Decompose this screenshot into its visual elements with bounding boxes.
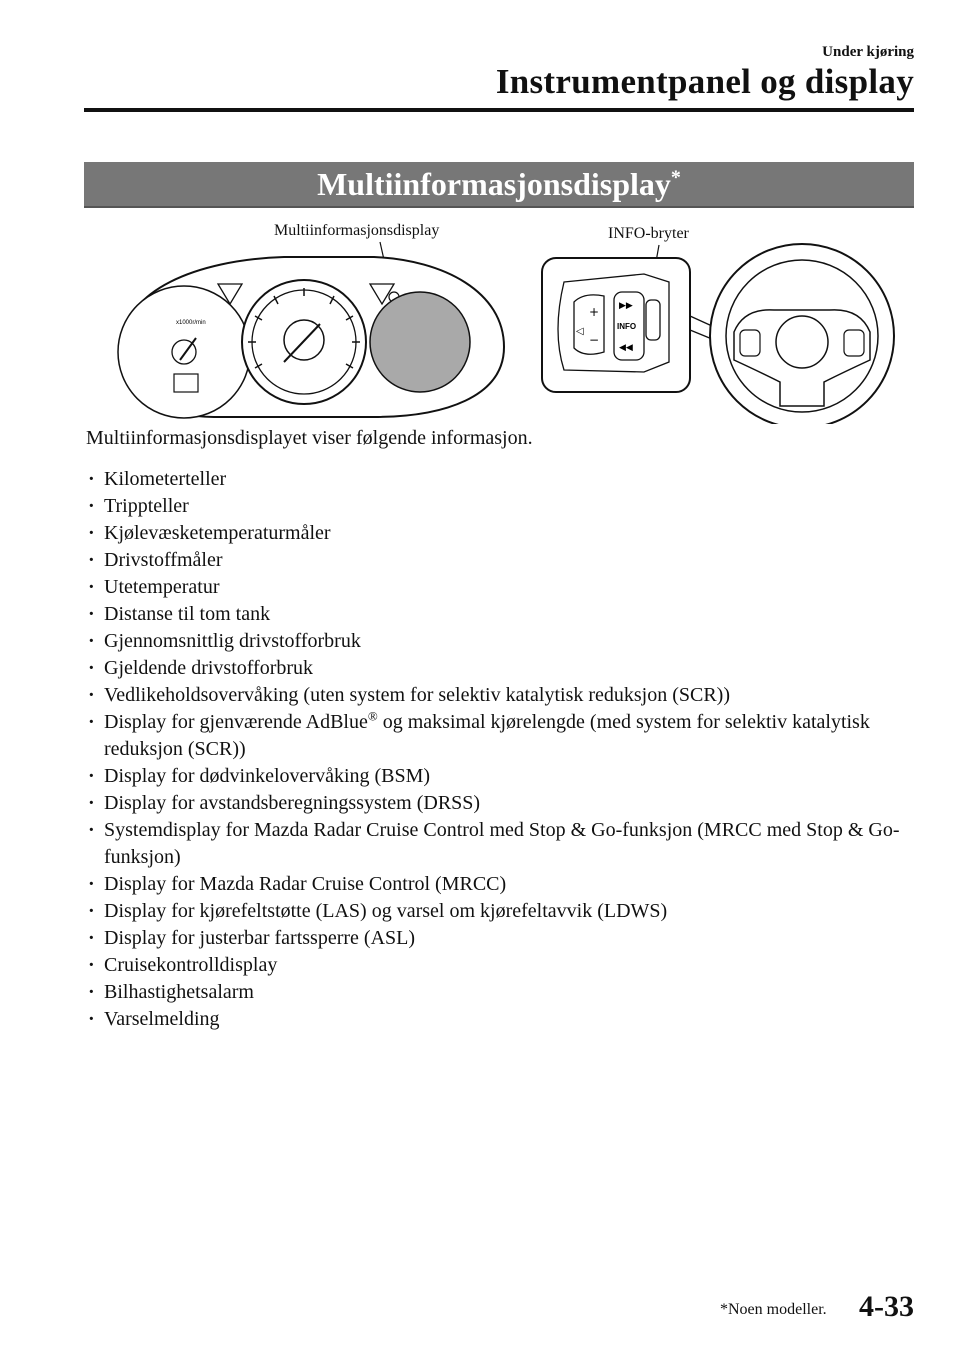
tachometer-text: x1000r/min (176, 320, 206, 326)
info-button (646, 300, 660, 340)
list-item: · Display for Mazda Radar Cruise Control (MRCC) (86, 871, 916, 898)
volume-minus-icon: − (589, 333, 600, 347)
footnote: *Noen modeller. (720, 1301, 827, 1318)
list-item: · Trippteller (86, 493, 916, 520)
list-item: · Display for justerbar fartssperre (ASL) (86, 925, 916, 952)
multiinfo-display-screen (370, 292, 470, 392)
steering-airbag (776, 316, 828, 368)
list-item: · Cruisekontrolldisplay (86, 952, 916, 979)
section-header: Under kjøring (822, 44, 914, 60)
label-multiinfo-display: Multiinformasjonsdisplay (274, 222, 440, 239)
list-item: · Kilometerteller (86, 466, 916, 493)
left-spoke-switches (740, 330, 760, 356)
volume-plus-icon: + (589, 305, 600, 319)
instrument-figure (84, 212, 914, 424)
adblue-text-before: Display for gjenværende AdBlue (104, 711, 368, 733)
banner-title: Multiinformasjonsdisplay (317, 166, 671, 202)
header-rule (84, 108, 914, 112)
chapter-title: Instrumentpanel og display (495, 62, 914, 101)
skip-forward-icon: ▶▶ (619, 301, 633, 311)
list-item: · Kjølevæsketemperaturmåler (86, 520, 916, 547)
page-number: 4-33 (859, 1290, 914, 1323)
info-switch-text: INFO (617, 322, 637, 331)
list-item: · Systemdisplay for Mazda Radar Cruise Control med Stop & Go-funksjon (MRCC med Stop & Go-funksjon) (86, 817, 916, 871)
tachometer-display-box (174, 374, 198, 392)
adblue-text-after: og maksimal kjørelengde (med system for selektiv katalytisk reduksjon (SCR)) (104, 711, 870, 760)
intro-text: Multiinformasjonsdisplayet viser følgende informasjon. (86, 427, 533, 449)
label-info-switch: INFO-bryter (608, 225, 689, 242)
list-item: · Utetemperatur (86, 574, 916, 601)
registered-mark: ® (367, 708, 378, 724)
list-item: · Gjennomsnittlig drivstofforbruk (86, 628, 916, 655)
skip-back-icon: ◀◀ (619, 343, 633, 353)
list-item-adblue (86, 709, 916, 763)
list-item: · Vedlikeholdsovervåking (uten system for selektiv katalytisk reduksjon (SCR)) (86, 682, 916, 709)
list-item: · Distanse til tom tank (86, 601, 916, 628)
list-item: · Display for dødvinkelovervåking (BSM) (86, 763, 916, 790)
list-item: · Gjeldende drivstofforbruk (86, 655, 916, 682)
right-spoke-switches (844, 330, 864, 356)
section-banner (84, 162, 914, 208)
list-item: · Drivstoffmåler (86, 547, 916, 574)
instrument-illustration (84, 212, 914, 424)
info-list (86, 466, 916, 1033)
voice-icon: ◁ (576, 326, 584, 337)
list-item: · Display for kjørefeltstøtte (LAS) og varsel om kjørefeltavvik (LDWS) (86, 898, 916, 925)
list-item: · Display for avstandsberegningssystem (DRSS) (86, 790, 916, 817)
asterisk-mark: * (670, 166, 681, 189)
list-item: · Bilhastighetsalarm (86, 979, 916, 1006)
list-item: · Varselmelding (86, 1006, 916, 1033)
